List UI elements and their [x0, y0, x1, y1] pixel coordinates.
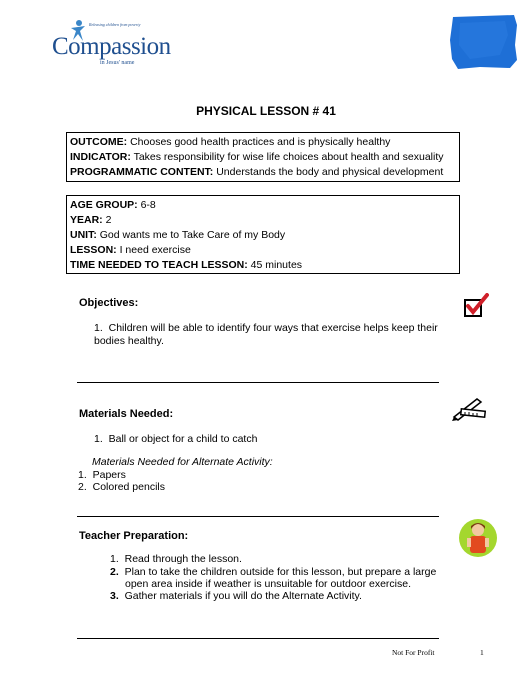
page-number: 1 [480, 648, 484, 657]
age-group-row: AGE GROUP: 6-8 [70, 199, 156, 211]
prep-item: 1. Read through the lesson. [110, 553, 242, 565]
pencil-ruler-icon [451, 395, 487, 421]
section-divider [77, 516, 439, 517]
footer-text: Not For Profit [392, 648, 435, 657]
teacher-figure-icon [458, 518, 498, 558]
logo-subline: in Jesus' name [100, 60, 135, 66]
compassion-logo [52, 20, 171, 66]
alt-material-item: 1. Papers [78, 469, 126, 481]
section-divider [77, 638, 439, 639]
unit-row: UNIT: God wants me to Take Care of my Body [70, 229, 286, 241]
blue-paint-blob [450, 15, 518, 69]
prep-item: 2. Plan to take the children outside for this lesson, but prepare a large [110, 566, 437, 578]
teacher-prep-heading: Teacher Preparation: [79, 530, 189, 542]
outcome-row: OUTCOME: Chooses good health practices and is physically healthy [70, 136, 391, 148]
outcome-box [66, 132, 460, 182]
logo-tagline: Releasing children from poverty [89, 22, 141, 27]
checkbox-check-icon [463, 293, 489, 319]
prep-item-cont: open area inside if weather is unsuitable for outdoor exercise. [125, 578, 412, 590]
objective-item-cont: bodies healthy. [94, 335, 164, 347]
lesson-info-box [66, 195, 460, 274]
time-needed-row: TIME NEEDED TO TEACH LESSON: 45 minutes [70, 259, 303, 271]
year-row: YEAR: 2 [70, 214, 112, 226]
programmatic-content-row: PROGRAMMATIC CONTENT: Understands the body and physical development [70, 166, 444, 178]
section-divider [77, 382, 439, 383]
objective-item: 1. Children will be able to identify four ways that exercise helps keep their [94, 322, 438, 334]
alt-material-item: 2. Colored pencils [78, 481, 165, 493]
lesson-row: LESSON: I need exercise [70, 244, 191, 256]
materials-heading: Materials Needed: [79, 408, 174, 420]
logo-wordmark: Compassion [52, 33, 171, 60]
prep-item: 3. Gather materials if you will do the Alternate Activity. [110, 590, 362, 602]
objectives-heading: Objectives: [79, 297, 139, 309]
alt-materials-heading: Materials Needed for Alternate Activity: [92, 456, 273, 468]
lesson-title: PHYSICAL LESSON # 41 [196, 104, 336, 118]
material-item: 1. Ball or object for a child to catch [94, 433, 258, 445]
indicator-row: INDICATOR: Takes responsibility for wise life choices about health and sexuality [70, 151, 444, 163]
